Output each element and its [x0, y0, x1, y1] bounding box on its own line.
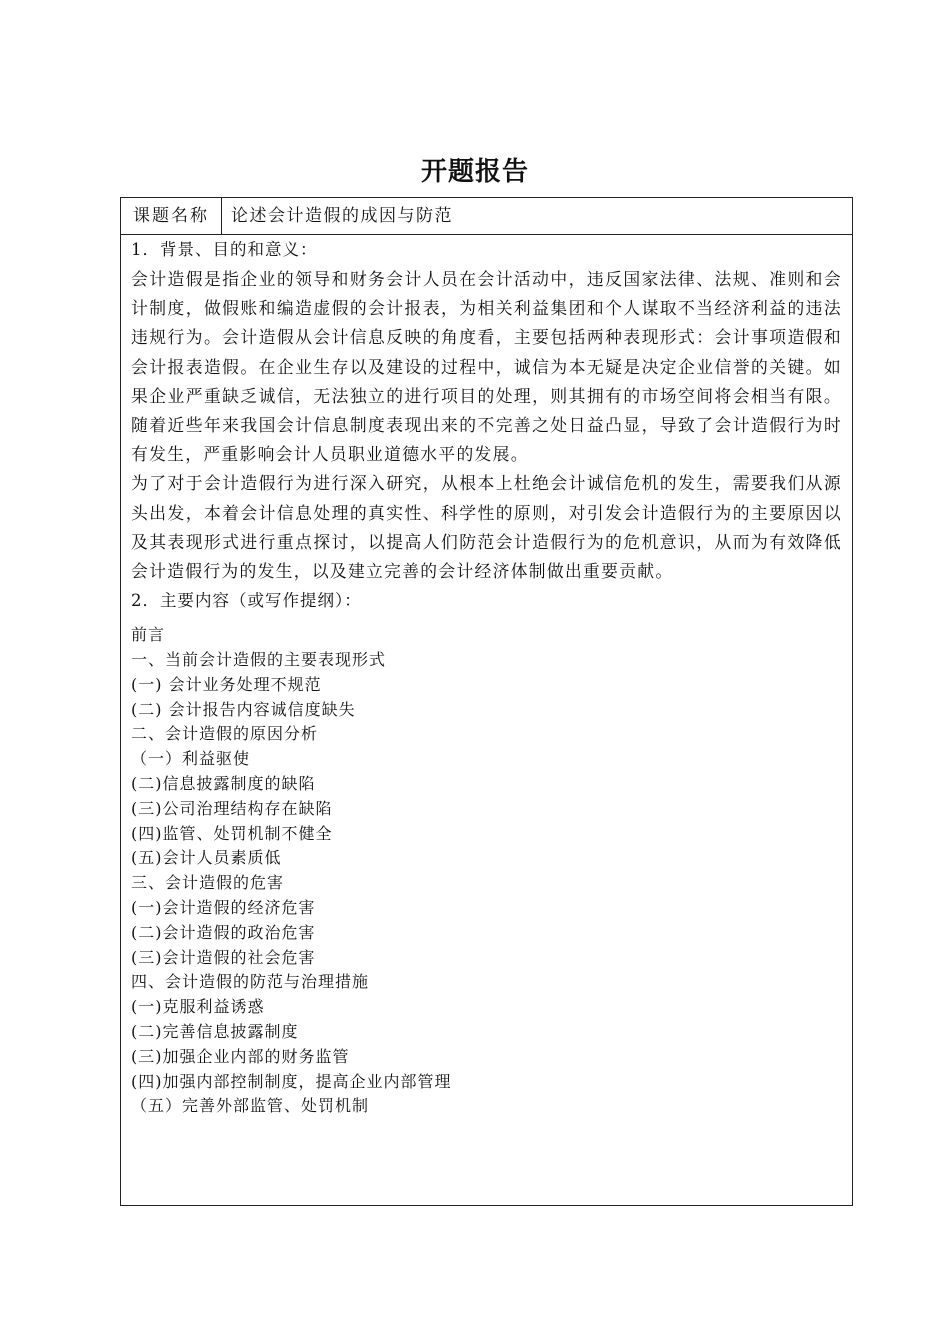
outline-item: 四、会计造假的防范与治理措施: [131, 972, 370, 992]
outline-item: 三、会计造假的危害: [131, 873, 285, 893]
outline-item: (三)公司治理结构存在缺陷: [131, 798, 333, 818]
topic-label: 课题名称: [121, 198, 222, 234]
outline-list: [131, 623, 842, 1119]
report-form-table: [120, 197, 853, 1206]
outline-item: (一) 会计业务处理不规范: [131, 674, 322, 694]
outline-item: (二)会计造假的政治危害: [131, 922, 316, 942]
outline-item: 前言: [131, 625, 166, 645]
background-paragraph: 为了对于会计造假行为进行深入研究，从根本上杜绝会计诚信危机的发生，需要我们从源头出发，本着会计信息处理的真实性、科学性的原则，对引发会计造假行为的主要原因以及其表现形式进行重点探讨，以提高人们防范会计造假行为的危机意识，从而为有效降低会计造假行为的发生，以及建立完善的会计经济体制做出重要贡献。: [131, 473, 842, 582]
outline-item: （一）利益驱使: [131, 749, 251, 769]
outline-item: (五)会计人员素质低: [131, 848, 282, 868]
outline-item: (一)会计造假的经济危害: [131, 898, 316, 917]
outline-item: (三)会计造假的社会危害: [131, 947, 316, 967]
page-title: 开题报告: [420, 157, 529, 187]
outline-item: (二)信息披露制度的缺陷: [131, 774, 316, 794]
outline-item: (二) 会计报告内容诚信度缺失: [131, 699, 356, 719]
outline-item: （五）完善外部监管、处罚机制: [131, 1096, 370, 1116]
outline-item: 一、当前会计造假的主要表现形式: [131, 650, 387, 670]
topic-row: [121, 198, 852, 235]
outline-item: (一)克服利益诱惑: [131, 997, 265, 1017]
outline-item: (四)加强内部控制制度，提高企业内部管理: [131, 1071, 452, 1091]
section-heading-outline: 2．主要内容（或写作提纲）：: [131, 591, 362, 611]
outline-item: (四)监管、处罚机制不健全: [131, 823, 333, 843]
report-body-cell: [121, 235, 852, 1135]
topic-value: 论述会计造假的成因与防范: [231, 206, 453, 226]
outline-item: (三)加强企业内部的财务监管: [131, 1046, 350, 1066]
section-heading-background: 1．背景、目的和意义：: [131, 240, 318, 259]
outline-item: 二、会计造假的原因分析: [131, 724, 319, 744]
background-paragraph: 会计造假是指企业的领导和财务会计人员在会计活动中，违反国家法律、法规、准则和会计制度，做假账和编造虚假的会计报表，为相关利益集团和个人谋取不当经济利益的违法违规行为。会计造假从会计信息反映的角度看，主要包括两种表现形式：会计事项造假和会计报表造假。在企业生存以及建设的过程中，诚信为本无疑是决定企业信誉的关键。如果企业严重缺乏诚信，无法独立的进行项目的处理，则其拥有的市场空间将会相当有限。随着近些年来我国会计信息制度表现出来的不完善之处日益凸显，导致了会计造假行为时有发生，严重影响会计人员职业道德水平的发展。: [131, 269, 842, 465]
outline-item: (二)完善信息披露制度: [131, 1021, 299, 1041]
